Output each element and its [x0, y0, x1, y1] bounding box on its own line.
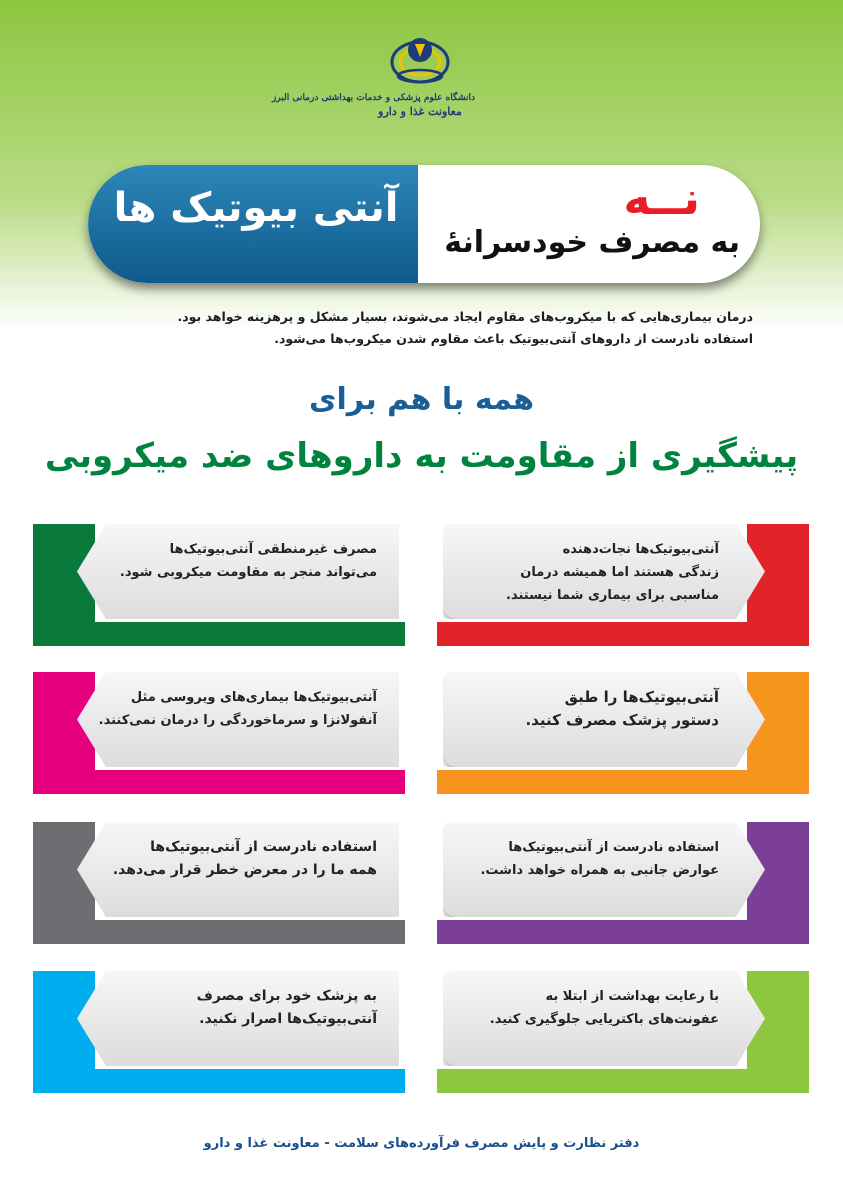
- tip-card-7: [437, 971, 809, 1093]
- card-text: با رعایت بهداشت از ابتلا به عفونت‌های باکتریایی جلوگیری کنید.: [489, 989, 719, 1027]
- card-number: ۵: [766, 836, 794, 887]
- card-text: آنتی‌بیوتیک‌ها نجات‌دهنده زندگی هستند اما همیشه درمان مناسبی برای بیماری شما نیستند.: [506, 542, 719, 603]
- card-text: آنتی‌بیوتیک‌ها را طبق دستور پزشک مصرف کنید.: [525, 688, 719, 729]
- card-text: آنتی‌بیوتیک‌ها بیماری‌های ویروسی مثل آنفولانزا و سرماخوردگی را درمان نمی‌کنند.: [98, 690, 377, 728]
- card-text: استفاده نادرست از آنتی‌بیوتیک‌ها همه ما را در معرض خطر قرار می‌دهد.: [112, 839, 377, 878]
- banner-antibiotics-text: آنتی بیوتیک ها: [113, 185, 399, 231]
- tip-card-4: [33, 672, 405, 794]
- card-number: ۷: [766, 985, 794, 1036]
- banner-no-text: نــه: [623, 171, 700, 225]
- card-text: به پزشک خود برای مصرف آنتی‌بیوتیک‌ها اصرار نکنید.: [196, 988, 377, 1027]
- card-number: ۲: [48, 538, 76, 589]
- card-number: ۶: [48, 836, 76, 887]
- logo-deputy-name: معاونت غذا و دارو: [378, 105, 462, 118]
- tip-card-6: [33, 822, 405, 944]
- headline-prevention: پیشگیری از مقاومت به داروهای ضد میکروبی: [44, 436, 799, 476]
- banner-blue-section: [88, 165, 418, 283]
- headline-together: همه با هم برای: [309, 382, 534, 417]
- intro-paragraph: [83, 306, 753, 350]
- intro-line: درمان بیماری‌هایی که با میکروب‌های مقاوم ایجاد می‌شوند، بسیار مشکل و پرهزینه خواهد بود.: [177, 309, 753, 324]
- card-number: ۳: [766, 686, 794, 737]
- banner-self-use-text: به مصرف خودسرانهٔ: [444, 225, 740, 260]
- title-banner: [88, 165, 760, 283]
- card-text: مصرف غیرمنطقی آنتی‌بیوتیک‌ها می‌تواند منجر به مقاومت میکروبی شود.: [119, 542, 377, 580]
- tip-card-3: [437, 672, 809, 794]
- card-number: ۴: [48, 686, 76, 737]
- logo-emblem-icon: [388, 28, 452, 92]
- university-logo: [272, 28, 475, 138]
- footer-credit: دفتر نظارت و پایش مصرف فرآورده‌های سلامت - معاونت غذا و دارو: [203, 1136, 640, 1151]
- tip-card-2: [33, 524, 405, 646]
- tip-card-1: [437, 524, 809, 646]
- intro-line: استفاده نادرست از داروهای آنتی‌بیوتیک باعث مقاوم شدن میکروب‌ها می‌شود.: [274, 331, 753, 346]
- card-text: استفاده نادرست از آنتی‌بیوتیک‌ها عوارض جانبی به همراه خواهد داشت.: [480, 840, 719, 878]
- tip-card-5: [437, 822, 809, 944]
- logo-university-name: دانشگاه علوم پزشکی و خدمات بهداشتی درمانی البرز: [272, 93, 475, 103]
- card-number: ۸: [48, 985, 76, 1036]
- card-number: ۱: [766, 538, 794, 589]
- tip-card-8: [33, 971, 405, 1093]
